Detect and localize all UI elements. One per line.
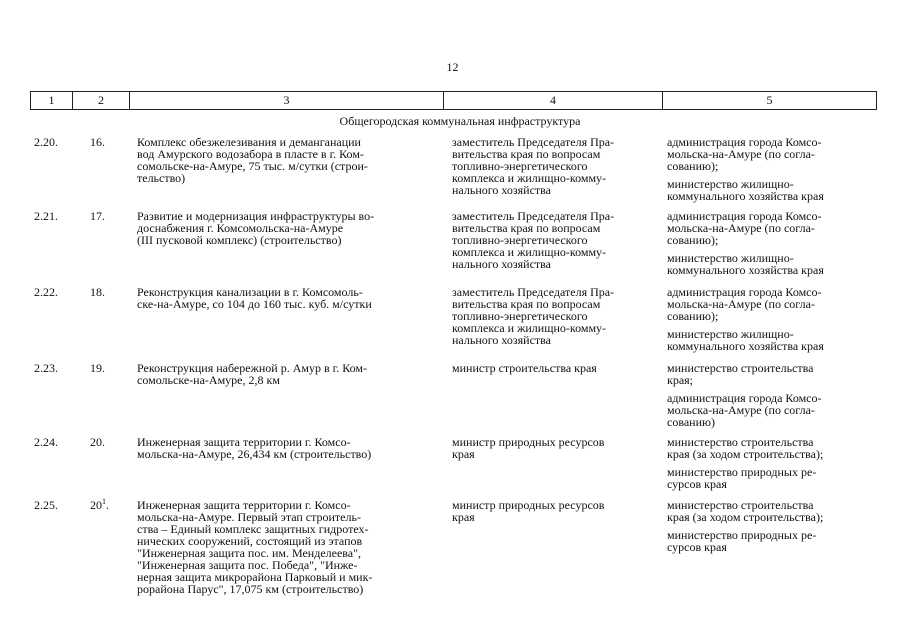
object-description [137, 210, 432, 246]
executors [667, 499, 877, 553]
object-description [137, 436, 432, 460]
executors [667, 286, 877, 352]
executor-entry [667, 392, 877, 428]
description-line: ске-на-Амуре, со 104 до 160 тыс. куб. м/сутки [137, 297, 372, 311]
row-index-suffix: . [106, 498, 109, 512]
responsible-line: нального хозяйства [452, 183, 551, 197]
executor-line: края (за ходом строительства); [667, 447, 824, 461]
responsible-line: министр строительства края [452, 361, 597, 375]
responsible-official [452, 136, 654, 196]
page-number: 12 [446, 60, 459, 74]
executor-line: коммунального хозяйства края [667, 263, 824, 277]
row-index [90, 436, 130, 448]
executor-entry [667, 178, 877, 202]
executor-line: администрация города Комсо- [667, 135, 822, 149]
executor-line: министерство строительства [667, 361, 814, 375]
executor-line: мольска-на-Амуре (по согла- [667, 403, 815, 417]
executor-line: сурсов края [667, 540, 727, 554]
column-header-1: 1 [31, 92, 73, 110]
responsible-official [452, 286, 654, 346]
responsible-line: заместитель Председателя Пра- [452, 135, 615, 149]
row-index-value: 20. [90, 435, 105, 449]
executor-line: края; [667, 373, 694, 387]
executor-line: края (за ходом строительства); [667, 510, 824, 524]
row-number: 2.20. [34, 135, 58, 149]
executor-line: министерство строительства [667, 498, 814, 512]
description-line: "Инженерная защита пос. Победа", "Инже- [137, 558, 358, 572]
executor-entry [667, 252, 877, 276]
responsible-line: топливно-энергетического [452, 309, 588, 323]
description-line: ства – Единый комплекс защитных гидротех- [137, 522, 369, 536]
executors [667, 136, 877, 202]
executor-line: коммунального хозяйства края [667, 189, 824, 203]
row-index-superscript: 1 [102, 497, 106, 506]
description-line: вод Амурского водозабора в пласте в г. Ком- [137, 147, 364, 161]
column-header-3: 3 [130, 92, 444, 110]
row-index [90, 210, 130, 222]
executor-entry [667, 466, 877, 490]
row-number: 2.23. [34, 361, 58, 375]
object-description [137, 286, 432, 310]
description-line: Развитие и модернизация инфраструктуры во- [137, 209, 375, 223]
description-line: нических сооружений, состоящий из этапов [137, 534, 363, 548]
executor-entry [667, 136, 877, 172]
executor-line: коммунального хозяйства края [667, 339, 824, 353]
description-line: сомольске-на-Амуре, 2,8 км [137, 373, 280, 387]
description-line: Инженерная защита территории г. Комсо- [137, 435, 351, 449]
responsible-line: заместитель Председателя Пра- [452, 285, 615, 299]
executor-entry [667, 529, 877, 553]
responsible-line: комплекса и жилищно-комму- [452, 171, 607, 185]
responsible-line: нального хозяйства [452, 333, 551, 347]
executor-line: администрация города Комсо- [667, 285, 822, 299]
executor-line: министерство природных ре- [667, 528, 817, 542]
executor-entry [667, 328, 877, 352]
column-header-4: 4 [444, 92, 663, 110]
description-line: (III пусковой комплекс) (строительство) [137, 233, 342, 247]
row-index [90, 136, 130, 148]
executors [667, 436, 877, 490]
responsible-line: нального хозяйства [452, 257, 551, 271]
executor-entry [667, 210, 877, 246]
executor-line: администрация города Комсо- [667, 209, 822, 223]
responsible-line: вительства края по вопросам [452, 297, 601, 311]
responsible-line: министр природных ресурсов [452, 435, 605, 449]
responsible-official [452, 499, 654, 523]
description-line: "Инженерная защита пос. им. Менделеева", [137, 546, 362, 560]
executor-line: мольска-на-Амуре (по согла- [667, 221, 815, 235]
executor-line: администрация города Комсо- [667, 391, 822, 405]
description-line: Реконструкция набережной р. Амур в г. Ком- [137, 361, 367, 375]
executor-line: министерство жилищно- [667, 327, 794, 341]
column-header-2: 2 [73, 92, 130, 110]
executor-line: министерство жилищно- [667, 251, 794, 265]
responsible-line: топливно-энергетического [452, 159, 588, 173]
executor-entry [667, 499, 877, 523]
responsible-line: министр природных ресурсов [452, 498, 605, 512]
row-index [90, 362, 130, 374]
executor-line: сованию); [667, 309, 719, 323]
executor-line: сованию) [667, 415, 715, 429]
description-line: доснабжения г. Комсомольска-на-Амуре [137, 221, 344, 235]
row-index-value: 19. [90, 361, 105, 375]
responsible-line: вительства края по вопросам [452, 221, 601, 235]
section-title: Общегородская коммунальная инфраструктура [339, 114, 581, 128]
executor-line: министерство строительства [667, 435, 814, 449]
executor-line: сурсов края [667, 477, 727, 491]
responsible-official [452, 362, 654, 374]
row-number: 2.24. [34, 435, 58, 449]
executor-line: мольска-на-Амуре (по согла- [667, 297, 815, 311]
responsible-official [452, 210, 654, 270]
column-header-5: 5 [663, 92, 877, 110]
responsible-line: края [452, 510, 475, 524]
executor-line: сованию); [667, 233, 719, 247]
responsible-line: вительства края по вопросам [452, 147, 601, 161]
responsible-line: края [452, 447, 475, 461]
executor-line: министерство природных ре- [667, 465, 817, 479]
object-description [137, 136, 432, 184]
description-line: мольска-на-Амуре. Первый этап строитель- [137, 510, 361, 524]
column-header-row [31, 92, 877, 110]
executor-line: мольска-на-Амуре (по согла- [667, 147, 815, 161]
row-index [90, 286, 130, 298]
responsible-official [452, 436, 654, 460]
responsible-line: заместитель Председателя Пра- [452, 209, 615, 223]
description-line: мольска-на-Амуре, 26,434 км (строительство) [137, 447, 372, 461]
description-line: Инженерная защита территории г. Комсо- [137, 498, 351, 512]
description-line: Реконструкция канализации в г. Комсомоль- [137, 285, 363, 299]
description-line: тельство) [137, 171, 186, 185]
executor-entry [667, 436, 877, 460]
object-description [137, 499, 432, 595]
object-description [137, 362, 432, 386]
row-number: 2.21. [34, 209, 58, 223]
executors [667, 210, 877, 276]
row-index-value: 20 [90, 498, 102, 512]
responsible-line: комплекса и жилищно-комму- [452, 245, 607, 259]
row-number: 2.22. [34, 285, 58, 299]
row-number: 2.25. [34, 498, 58, 512]
description-line: сомольске-на-Амуре, 75 тыс. м/сутки (строи- [137, 159, 368, 173]
executors [667, 362, 877, 428]
row-index-value: 18. [90, 285, 105, 299]
executor-entry [667, 362, 877, 386]
executor-line: министерство жилищно- [667, 177, 794, 191]
description-line: Комплекс обезжелезивания и деманганации [137, 135, 361, 149]
description-line: рорайона Парус", 17,075 км (строительство) [137, 582, 364, 596]
responsible-line: комплекса и жилищно-комму- [452, 321, 607, 335]
column-header-table [30, 91, 877, 110]
row-index-value: 16. [90, 135, 105, 149]
executor-line: сованию); [667, 159, 719, 173]
row-index-value: 17. [90, 209, 105, 223]
description-line: нерная защита микрорайона Парковый и мик- [137, 570, 373, 584]
responsible-line: топливно-энергетического [452, 233, 588, 247]
row-index [90, 499, 130, 511]
executor-entry [667, 286, 877, 322]
